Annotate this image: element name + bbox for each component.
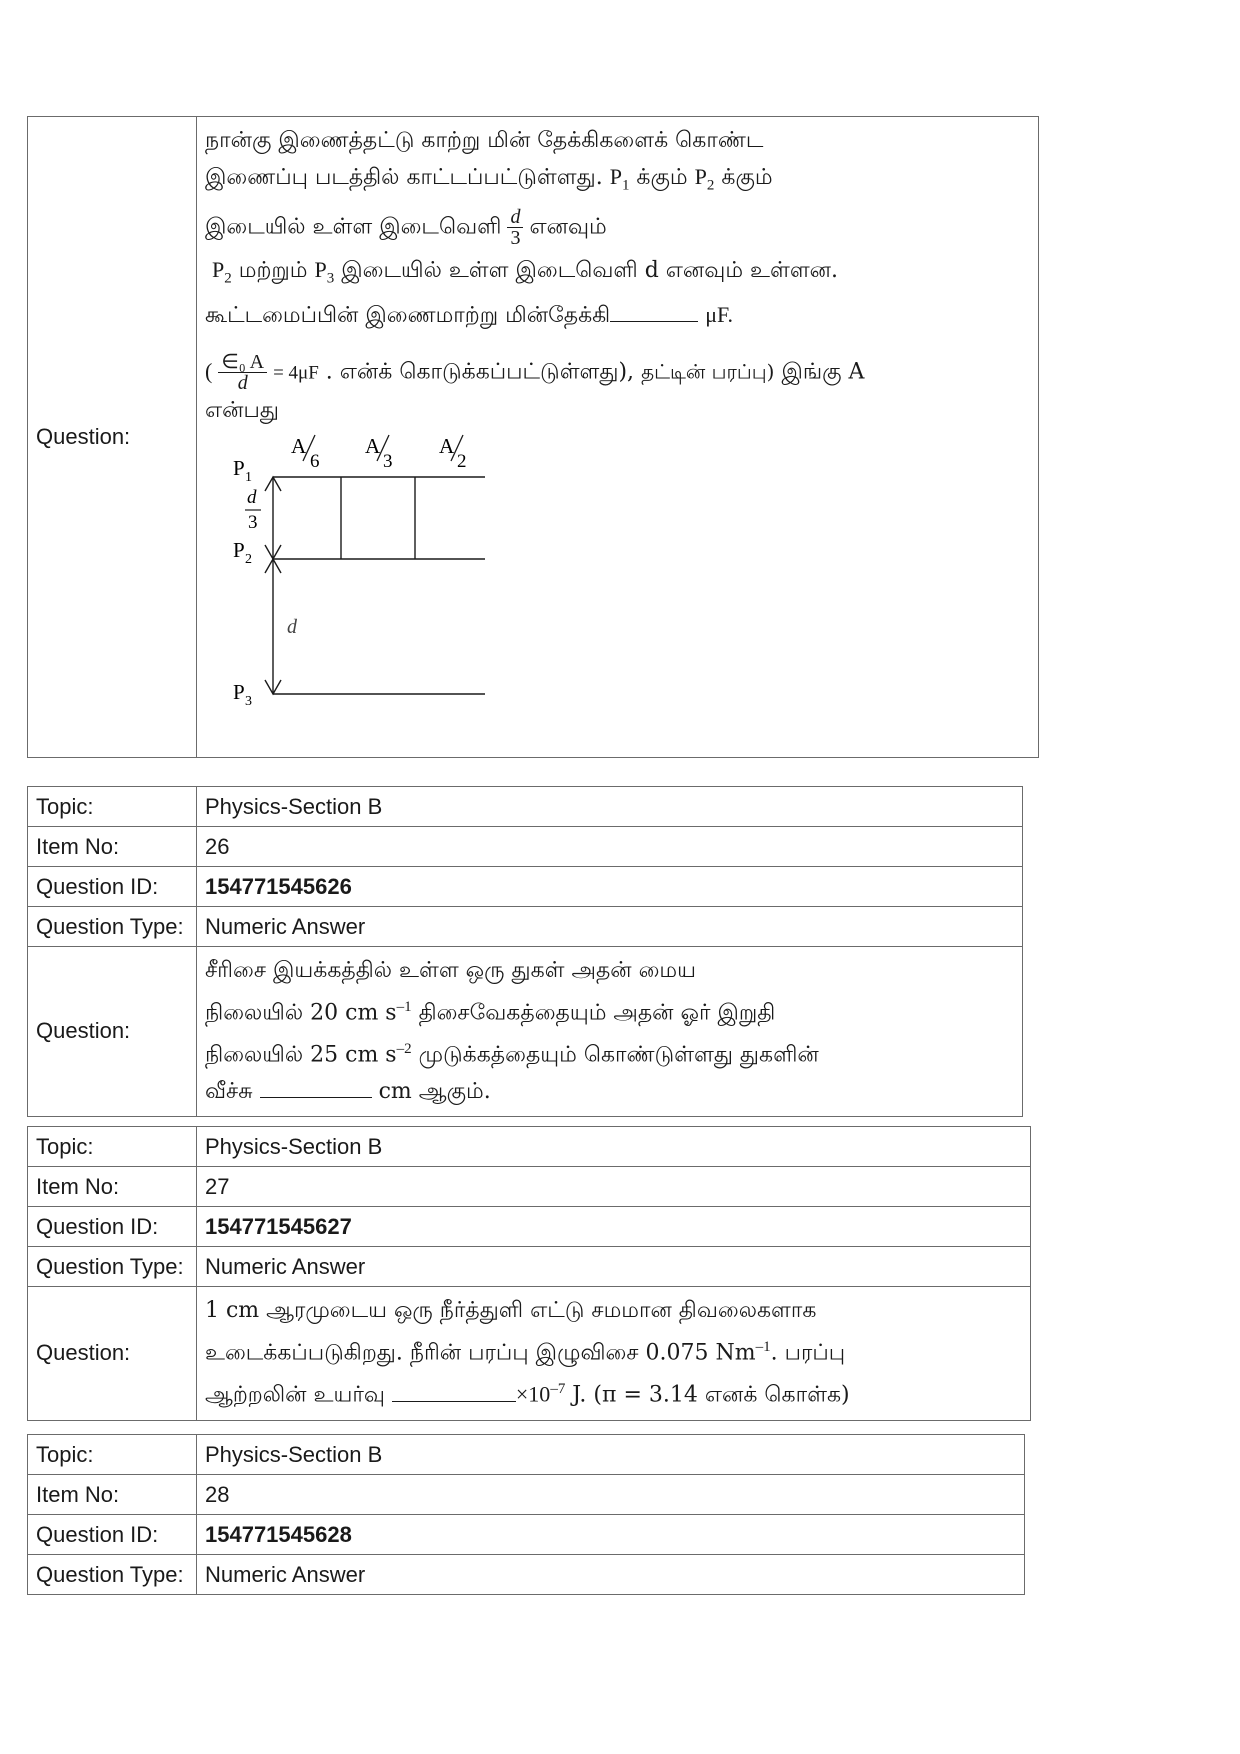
answer-blank (392, 1379, 516, 1402)
item-no-value: 28 (197, 1475, 1025, 1515)
question-label: Question: (28, 947, 197, 1117)
q25-line-1: நான்கு இணைத்தட்டு காற்று மின் தேக்கிகளைக் கொண்ட (205, 128, 764, 153)
question-block-25 (27, 116, 1039, 758)
answer-blank (260, 1075, 372, 1098)
question-id-value: 154771545626 (197, 867, 1023, 907)
q25-line-6: ( $\frac{\text{∈₀ A}}{d}$ = 4μF . என்க் கொடுக்கப்பட்டுள்ளது), தட்டின் பரப்பு) இங்கு A (205, 350, 865, 394)
question-type-row: Question Type: Numeric Answer (28, 1247, 1031, 1287)
svg-text:3: 3 (245, 693, 252, 709)
q27-line-2: உடைக்கப்படுகிறது. நீரின் பரப்பு இழுவிசை 0.075 $Nm^{-1}$. பரப்பு (205, 1339, 846, 1366)
answer-blank (610, 299, 698, 322)
item-no-row: Item No: 28 (28, 1475, 1025, 1515)
item-no-value: 27 (197, 1167, 1031, 1207)
svg-text:6: 6 (310, 450, 320, 472)
svg-text:A: A (365, 433, 381, 458)
q25-line-4: $P_2$ மற்றும் $P_3$ இடையில் உள்ள இடைவெளி d எனவும் உள்ளன. (212, 257, 839, 287)
q25-line-5: கூட்டமைப்பின் இணைமாற்று மின்தேக்கி μF. (205, 297, 1030, 334)
question-id-row: Question ID: 154771545627 (28, 1207, 1031, 1247)
question-block-26 (27, 786, 1023, 1117)
question-text (197, 947, 1023, 1117)
fraction-epsilon-a-over-d: $\frac{\text{∈₀ A}}{d}$ (218, 352, 267, 393)
plate-label-p2 (233, 538, 252, 567)
q25-line-2: இணைப்பு படத்தில் காட்டப்பட்டுள்ளது. $P_1$ க்கும் $P_2$ க்கும் (205, 164, 773, 194)
question-block-27 (27, 1126, 1031, 1421)
svg-text:1: 1 (245, 469, 252, 485)
svg-text:2: 2 (457, 450, 467, 472)
area-label-a6 (291, 434, 320, 472)
svg-text:d: d (247, 486, 257, 508)
question-id-value: 154771545627 (197, 1207, 1031, 1247)
area-label-a2 (439, 434, 467, 472)
q25-line-3: இடையில் உள்ள இடைவெளி $\frac{d}{3}$ எனவும் (205, 206, 607, 250)
svg-text:3: 3 (248, 511, 258, 533)
item-no-row: Item No: 27 (28, 1167, 1031, 1207)
area-label-a3 (365, 434, 393, 472)
question-id-row: Question ID: 154771545628 (28, 1515, 1025, 1555)
arrow-d (265, 559, 281, 694)
question-type-value: Numeric Answer (197, 1555, 1025, 1595)
question-label: Question: (28, 1287, 197, 1421)
topic-row: Topic: Physics-Section B (28, 787, 1023, 827)
q27-line-1: 1 cm ஆரமுடைய ஒரு நீர்த்துளி எட்டு சமமான திவலைகளாக (205, 1298, 817, 1323)
question-block-28 (27, 1434, 1025, 1595)
svg-text:2: 2 (245, 551, 252, 567)
topic-row: Topic: Physics-Section B (28, 1435, 1025, 1475)
question-type-row: Question Type: Numeric Answer (28, 1555, 1025, 1595)
q26-line-3: நிலையில் 25 cm $s^{-2}$ முடுக்கத்தையும் கொண்டுள்ளது துகளின் (205, 1041, 819, 1068)
topic-value: Physics-Section B (197, 1435, 1025, 1475)
topic-value: Physics-Section B (197, 787, 1023, 827)
question-type-value: Numeric Answer (197, 1247, 1031, 1287)
question-id-row: Question ID: 154771545626 (28, 867, 1023, 907)
question-text (197, 117, 1039, 758)
svg-text:P: P (233, 455, 245, 480)
svg-text:P: P (233, 537, 245, 562)
svg-text:3: 3 (383, 450, 393, 472)
question-label: Question: (28, 117, 197, 758)
gap-label-d-over-3 (245, 487, 261, 533)
gap-label-d: d (287, 615, 297, 638)
item-no-value: 26 (197, 827, 1023, 867)
svg-text:A: A (291, 433, 307, 458)
q25-line-7: என்பது (205, 397, 279, 423)
q26-line-1: சீரிசை இயக்கத்தில் உள்ள ஒரு துகள் அதன் மைய (205, 958, 696, 983)
item-no-row: Item No: 26 (28, 827, 1023, 867)
svg-text:P: P (233, 679, 245, 704)
topic-row: Topic: Physics-Section B (28, 1127, 1031, 1167)
arrow-d-over-3 (265, 477, 281, 559)
question-type-row: Question Type: Numeric Answer (28, 907, 1023, 947)
q26-line-2: நிலையில் 20 cm $s^{-1}$ திசைவேகத்தையும் அதன் ஓர் இறுதி (205, 999, 776, 1026)
plate-label-p1 (233, 456, 252, 485)
q27-line-3: ஆற்றலின் உயர்வு $\times 10^{-7}$ J. (π = 3.14 எனக் கொள்க) (205, 1371, 1022, 1413)
question-type-value: Numeric Answer (197, 907, 1023, 947)
svg-text:A: A (439, 433, 455, 458)
topic-value: Physics-Section B (197, 1127, 1031, 1167)
q26-line-4: வீச்சு cm ஆகும். (205, 1074, 1014, 1110)
fraction-d-over-3: $\frac{d}{3}$ (507, 207, 523, 248)
question-text (197, 1287, 1031, 1421)
plate-label-p3 (233, 680, 252, 709)
question-id-value: 154771545628 (197, 1515, 1025, 1555)
capacitor-diagram (217, 429, 517, 729)
